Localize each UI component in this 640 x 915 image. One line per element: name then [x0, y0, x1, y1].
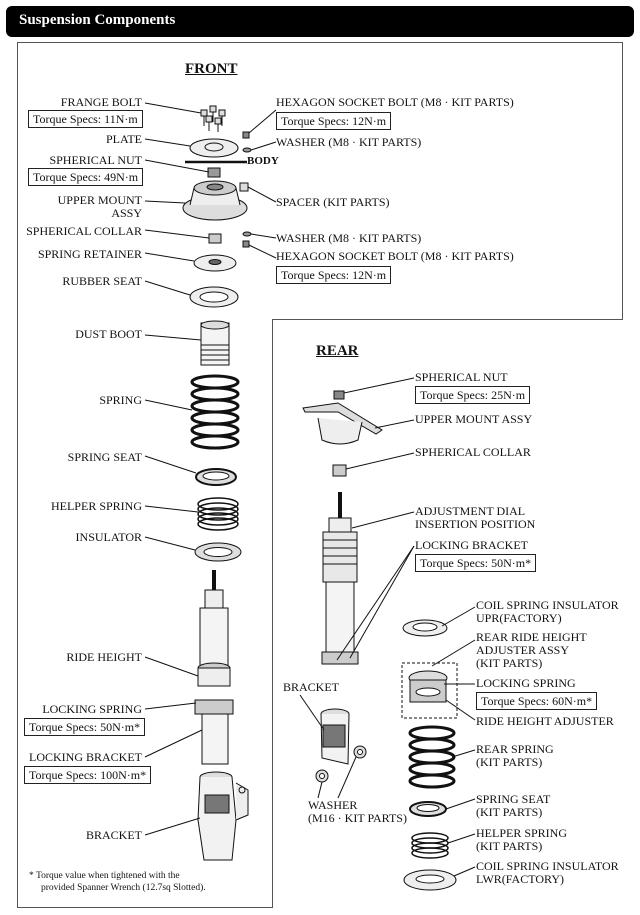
- label-spring: SPRING: [99, 393, 142, 407]
- torque-hex-bolt-top: Torque Specs: 12N·m: [276, 112, 391, 130]
- label-rrha-3: (KIT PARTS): [476, 656, 543, 670]
- label-washer-1: WASHER: [308, 798, 358, 812]
- label-body: BODY: [247, 155, 279, 167]
- label-insulator: INSULATOR: [75, 530, 142, 544]
- label-rrha-1: REAR RIDE HEIGHT: [476, 630, 587, 644]
- torque-rear-locking-spring: Torque Specs: 60N·m*: [476, 692, 597, 710]
- front-title: FRONT: [185, 61, 238, 77]
- label-rear-upper-mount: UPPER MOUNT ASSY: [415, 412, 533, 426]
- torque-locking-spring: Torque Specs: 50N·m*: [24, 718, 145, 736]
- label-upper-mount-2: ASSY: [111, 206, 142, 220]
- label-coil-lwr-2: LWR(FACTORY): [476, 872, 565, 886]
- label-coil-upr-1: COIL SPRING INSULATOR: [476, 598, 619, 612]
- label-rrha-2: ADJUSTER ASSY: [476, 643, 570, 657]
- label-rear-locking-spring: LOCKING SPRING: [476, 676, 576, 690]
- label-ride-height-adjuster: RIDE HEIGHT ADJUSTER: [476, 714, 614, 728]
- label-washer-bottom: WASHER (M8 · KIT PARTS): [276, 231, 422, 245]
- torque-hex-bolt-bottom: Torque Specs: 12N·m: [276, 266, 391, 284]
- label-dust-boot: DUST BOOT: [75, 327, 142, 341]
- label-spring-retainer: SPRING RETAINER: [37, 247, 142, 261]
- rear-bracket-part: [316, 709, 366, 782]
- label-adj-dial-2: INSERTION POSITION: [415, 517, 536, 531]
- label-plate: PLATE: [106, 132, 142, 146]
- label-hex-bolt-bottom: HEXAGON SOCKET BOLT (M8 · KIT PARTS): [276, 249, 514, 263]
- torque-spherical-nut: Torque Specs: 49N·m: [28, 168, 143, 186]
- label-rear-helper-spring-2: (KIT PARTS): [476, 839, 543, 853]
- rear-spring-part: [410, 727, 454, 787]
- label-spherical-collar: SPHERICAL COLLAR: [26, 224, 142, 238]
- label-rear-bracket: BRACKET: [283, 680, 340, 694]
- torque-rear-locking-bracket: Torque Specs: 50N·m*: [415, 554, 536, 572]
- label-rear-spherical-collar: SPHERICAL COLLAR: [415, 445, 531, 459]
- footnote-1: * Torque value when tightened with the: [29, 871, 180, 881]
- label-frange-bolt: FRANGE BOLT: [60, 95, 142, 109]
- label-spacer: SPACER (KIT PARTS): [276, 195, 390, 209]
- label-spherical-nut: SPHERICAL NUT: [49, 153, 142, 167]
- torque-locking-bracket: Torque Specs: 100N·m*: [24, 766, 151, 784]
- label-locking-spring: LOCKING SPRING: [42, 702, 142, 716]
- label-rear-spring-seat-2: (KIT PARTS): [476, 805, 543, 819]
- label-rear-helper-spring-1: HELPER SPRING: [476, 826, 568, 840]
- label-bracket: BRACKET: [85, 828, 142, 842]
- label-locking-bracket: LOCKING BRACKET: [29, 750, 142, 764]
- torque-frange-bolt: Torque Specs: 11N·m: [28, 110, 143, 128]
- rear-title: REAR: [316, 343, 359, 359]
- label-rear-locking-bracket: LOCKING BRACKET: [415, 538, 528, 552]
- label-ride-height: RIDE HEIGHT: [66, 650, 142, 664]
- label-rear-spring-1: REAR SPRING: [476, 742, 554, 756]
- label-rear-spring-2: (KIT PARTS): [476, 755, 543, 769]
- label-rear-spring-seat-1: SPRING SEAT: [476, 792, 551, 806]
- label-upper-mount-1: UPPER MOUNT: [57, 193, 142, 207]
- torque-rear-spherical-nut: Torque Specs: 25N·m: [415, 386, 530, 404]
- header-title: Suspension Components: [19, 12, 176, 28]
- label-rubber-seat: RUBBER SEAT: [62, 274, 142, 288]
- label-adj-dial-1: ADJUSTMENT DIAL: [415, 504, 526, 518]
- label-coil-upr-2: UPR(FACTORY): [476, 611, 562, 625]
- label-coil-lwr-1: COIL SPRING INSULATOR: [476, 859, 619, 873]
- label-hex-bolt-top: HEXAGON SOCKET BOLT (M8 · KIT PARTS): [276, 95, 514, 109]
- label-washer-2: (M16 · KIT PARTS): [308, 811, 407, 825]
- label-helper-spring: HELPER SPRING: [50, 499, 142, 513]
- label-washer-top: WASHER (M8 · KIT PARTS): [276, 135, 422, 149]
- rear-shock-part: [322, 492, 358, 664]
- footnote-2: provided Spanner Wrench (12.7sq Slotted).: [41, 883, 206, 893]
- rear-helper-spring-part: [412, 833, 448, 858]
- label-spring-seat: SPRING SEAT: [67, 450, 142, 464]
- label-rear-spherical-nut: SPHERICAL NUT: [415, 370, 508, 384]
